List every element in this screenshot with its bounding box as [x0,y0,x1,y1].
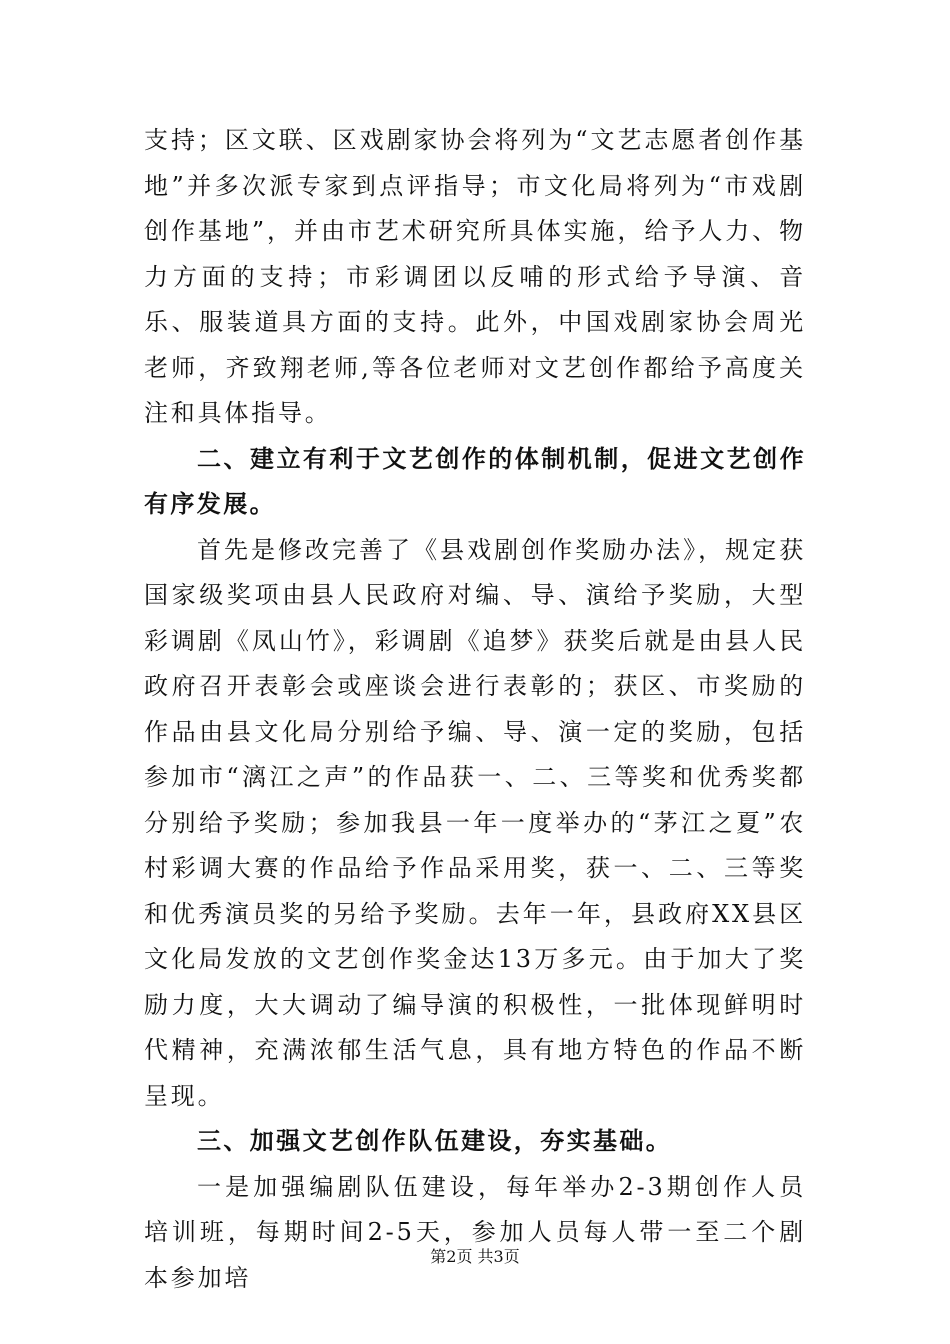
paragraph-rewards: 首先是修改完善了《县戏剧创作奖励办法》，规定获国家级奖项由县人民政府对编、导、演给予奖励，大型彩调剧《凤山竹》，彩调剧《追梦》获奖后就是由县人民政府召开表彰会或座谈会进行表彰的；获区、市奖励的作品由县文化局分别给予编、导、演一定的奖励，包括参加市“漓江之声”的作品获一、二、三等奖和优秀奖都分别给予奖励；参加我县一年一度举办的“茅江之夏”农村彩调大赛的作品给予作品采用奖，获一、二、三等奖和优秀演员奖的另给予奖励。去年一年，县政府XX县区文化局发放的文艺创作奖金达13万多元。由于加大了奖励力度，大大调动了编导演的积极性，一批体现鲜明时代精神，充满浓郁生活气息，具有地方特色的作品不断呈现。 [144,535,806,1110]
paragraph-support: 支持；区文联、区戏剧家协会将列为“文艺志愿者创作基地”并多次派专家到点评指导；市文化局将列为“市戏剧创作基地”，并由市艺术研究所具体实施，给予人力、物力方面的支持；市彩调团以反哺的形式给予导演、音乐、服装道具方面的支持。此外，中国戏剧家协会周光老师，齐致翔老师,等各位老师对文艺创作都给予高度关注和具体指导。 [144,126,806,427]
section-heading-two: 二、建立有利于文艺创作的体制机制，促进文艺创作有序发展。 [144,444,806,518]
page-footer: 第2页 共3页 [430,1247,520,1266]
section-heading-three: 三、加强文艺创作队伍建设，夯实基础。 [197,1127,673,1155]
paragraph-training: 一是加强编剧队伍建设，每年举办2-3期创作人员培训班，每期时间2-5天，参加人员每人带一至二个剧本参加培 [144,1172,806,1292]
document-body [144,118,806,1301]
